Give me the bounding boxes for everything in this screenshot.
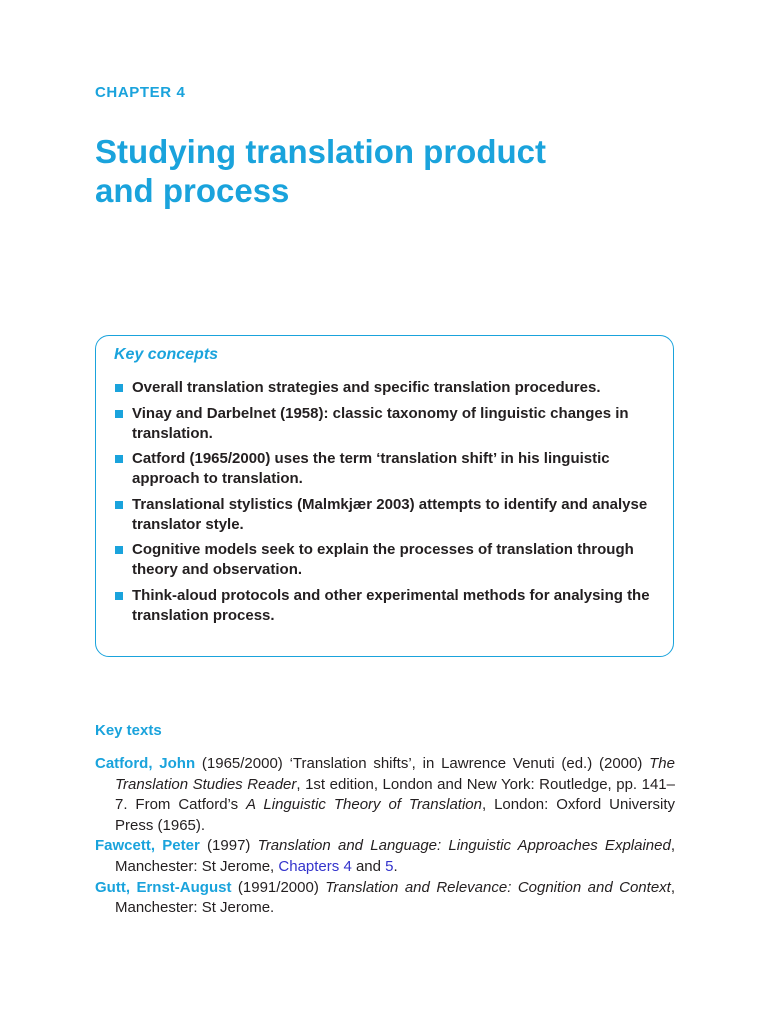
key-text-detail: .: [393, 857, 398, 875]
key-text-detail: , 1st edition, London and New York: Routledge, pp. 141–7. From Catford’s: [115, 775, 675, 814]
key-text-author: Fawcett, Peter: [95, 837, 200, 855]
key-concepts-list: [114, 378, 654, 631]
key-concept-item: [114, 404, 654, 444]
key-text-detail: , London: Oxford University Press (1965).: [115, 796, 675, 834]
key-concept-item: [114, 449, 654, 489]
square-bullet-icon: [115, 455, 123, 463]
chapter-4-link[interactable]: Chapters 4: [278, 857, 352, 875]
key-text-detail: (1997): [199, 837, 258, 855]
square-bullet-icon: [115, 592, 123, 600]
page-title: [95, 132, 695, 210]
key-concepts-box: [95, 335, 674, 657]
key-concept-item: [114, 586, 654, 626]
square-bullet-icon: [115, 501, 123, 509]
key-text-detail: (1965/2000) ‘Translation shifts’, in Lawrence Venuti (ed.) (2000): [195, 755, 650, 772]
key-concept-item: [114, 378, 654, 398]
key-concept-text: Catford (1965/2000) uses the term ‘translation shift’ in his linguistic approach to translation.: [132, 450, 610, 487]
key-concept-text: Translational stylistics (Malmkjær 2003) attempts to identify and analyse translator style.: [132, 495, 648, 533]
title-line-1: Studying translation product: [95, 133, 546, 170]
key-text-book-title: The Translation Studies Reader: [115, 755, 675, 793]
key-concept-text: Cognitive models seek to explain the processes of translation through theory and observation.: [132, 541, 634, 578]
square-bullet-icon: [115, 384, 123, 392]
key-text-detail: , Manchester: St Jerome.: [115, 878, 676, 917]
chapter-5-link[interactable]: 5: [385, 857, 394, 875]
key-text-entry: [95, 878, 675, 919]
key-text-book-title: A Linguistic Theory of Translation: [246, 796, 482, 814]
key-text-detail: (1991/2000): [231, 878, 326, 896]
key-concept-item: [114, 540, 654, 580]
key-texts-list: [95, 754, 675, 919]
square-bullet-icon: [115, 546, 123, 554]
key-text-book-title: Translation and Relevance: Cognition and Context: [325, 878, 671, 896]
key-concept-text: Think-aloud protocols and other experimental methods for analysing the translation process.: [132, 586, 650, 624]
key-concepts-heading: Key concepts: [114, 346, 219, 363]
key-text-entry: [95, 754, 675, 836]
key-text-book-title: Translation and Language: Linguistic Approaches Explained: [257, 837, 671, 855]
key-text-detail: and: [351, 857, 386, 875]
chapter-label: CHAPTER 4: [95, 84, 186, 101]
key-concept-text: Vinay and Darbelnet (1958): classic taxonomy of linguistic changes in translation.: [132, 404, 629, 442]
key-concept-text: Overall translation strategies and specific translation procedures.: [132, 379, 601, 396]
square-bullet-icon: [115, 410, 123, 418]
key-text-author: Gutt, Ernst-August: [95, 878, 232, 896]
key-text-entry: [95, 836, 675, 877]
key-texts-heading: Key texts: [95, 722, 162, 739]
key-text-detail: , Manchester: St Jerome,: [115, 837, 675, 875]
key-text-author: Catford, John: [95, 755, 196, 772]
title-line-2: and process: [95, 172, 290, 209]
key-concept-item: [114, 495, 654, 535]
